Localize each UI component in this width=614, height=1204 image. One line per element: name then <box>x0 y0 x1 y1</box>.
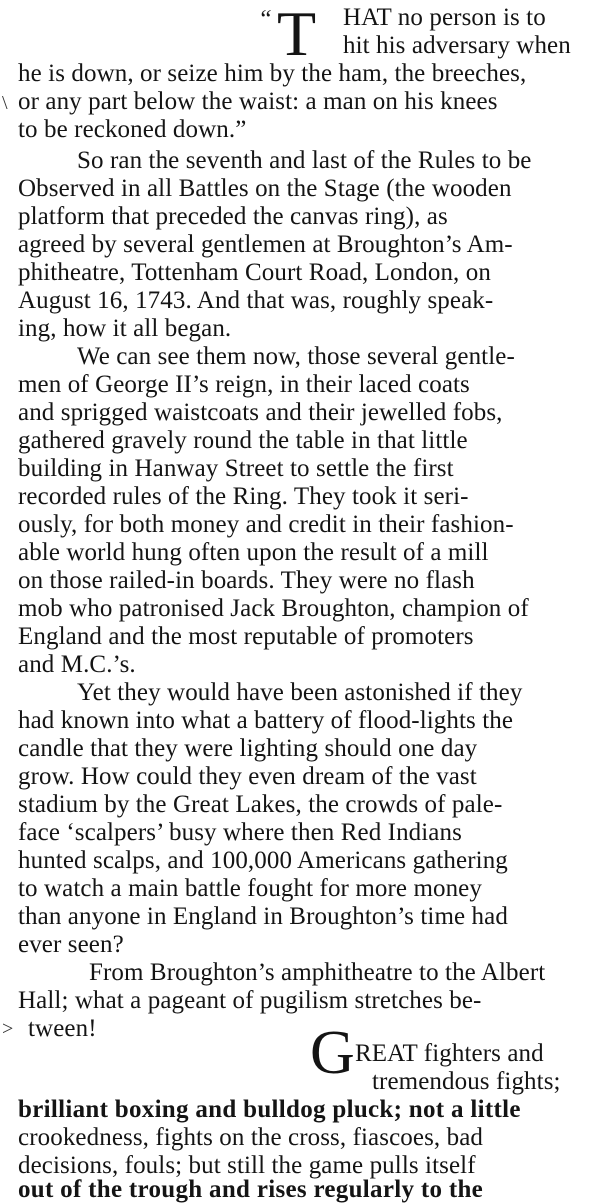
text-line: face ‘scalpers’ busy where then Red Indians <box>18 819 462 846</box>
text-line: agreed by several gentlemen at Broughton’s Am- <box>18 231 513 258</box>
text-line: crookedness, fights on the cross, fiascoes, bad <box>18 1124 484 1151</box>
text-line: or any part below the waist: a man on his knees <box>18 88 498 115</box>
text-line: ing, how it all began. <box>18 315 232 342</box>
margin-mark: > <box>2 1018 14 1040</box>
text-line: We can see them now, those several gentle- <box>77 343 515 370</box>
text-line: Yet they would have been astonished if they <box>77 679 523 706</box>
text-line: tween! <box>28 1015 97 1042</box>
text-line: brilliant boxing and bulldog pluck; not a little <box>18 1096 521 1123</box>
text-line: on those railed-in boards. They were no flash <box>18 567 475 594</box>
text-line: ever seen? <box>18 931 124 958</box>
text-line: he is down, or seize him by the ham, the breeches, <box>18 60 527 87</box>
text-line: HAT no person is to <box>343 4 546 31</box>
text-line: grow. How could they even dream of the vast <box>18 763 477 790</box>
text-line: men of George II’s reign, in their laced coats <box>18 371 470 398</box>
text-line: had known into what a battery of flood-lights the <box>18 707 514 734</box>
text-line: building in Hanway Street to settle the first <box>18 455 454 482</box>
text-line: ously, for both money and credit in their fashion- <box>18 511 514 538</box>
text-line: REAT fighters and <box>355 1040 544 1067</box>
text-line: So ran the seventh and last of the Rules to be <box>77 147 532 174</box>
text-line: and sprigged waistcoats and their jewelled fobs, <box>18 399 503 426</box>
text-line: decisions, fouls; but still the game pulls itself <box>18 1152 476 1179</box>
text-line: hit his adversary when <box>343 32 571 59</box>
text-line: stadium by the Great Lakes, the crowds of pale- <box>18 791 503 818</box>
text-line: out of the trough and rises regularly to the <box>18 1176 484 1203</box>
text-line: phitheatre, Tottenham Court Road, London, on <box>18 259 491 286</box>
text-line: candle that they were lighting should one day <box>18 735 478 762</box>
opening-quote-mark: “ <box>258 6 272 33</box>
text-line: tremendous fights; <box>372 1068 561 1095</box>
drop-cap-g: G <box>310 1019 355 1087</box>
text-line: platform that preceded the canvas ring), as <box>18 203 448 230</box>
text-line: to watch a main battle fought for more money <box>18 875 482 902</box>
text-line: Hall; what a pageant of pugilism stretches be- <box>18 987 482 1014</box>
text-line: Observed in all Battles on the Stage (the wooden <box>18 175 512 202</box>
text-line: mob who patronised Jack Broughton, champion of <box>18 595 529 622</box>
text-line: August 16, 1743. And that was, roughly speak- <box>18 287 494 314</box>
text-line: From Broughton’s amphitheatre to the Albert <box>89 959 546 986</box>
text-line: than anyone in England in Broughton’s time had <box>18 903 508 930</box>
text-line: recorded rules of the Ring. They took it seri- <box>18 483 469 510</box>
text-line: hunted scalps, and 100,000 Americans gathering <box>18 847 508 874</box>
text-line: able world hung often upon the result of a mill <box>18 539 489 566</box>
text-line: to be reckoned down.” <box>18 116 247 143</box>
margin-mark: \ <box>2 92 8 114</box>
text-line: England and the most reputable of promoters <box>18 623 474 650</box>
text-line: gathered gravely round the table in that little <box>18 427 468 454</box>
drop-cap-t: T <box>277 0 317 69</box>
text-line: and M.C.’s. <box>18 651 136 678</box>
